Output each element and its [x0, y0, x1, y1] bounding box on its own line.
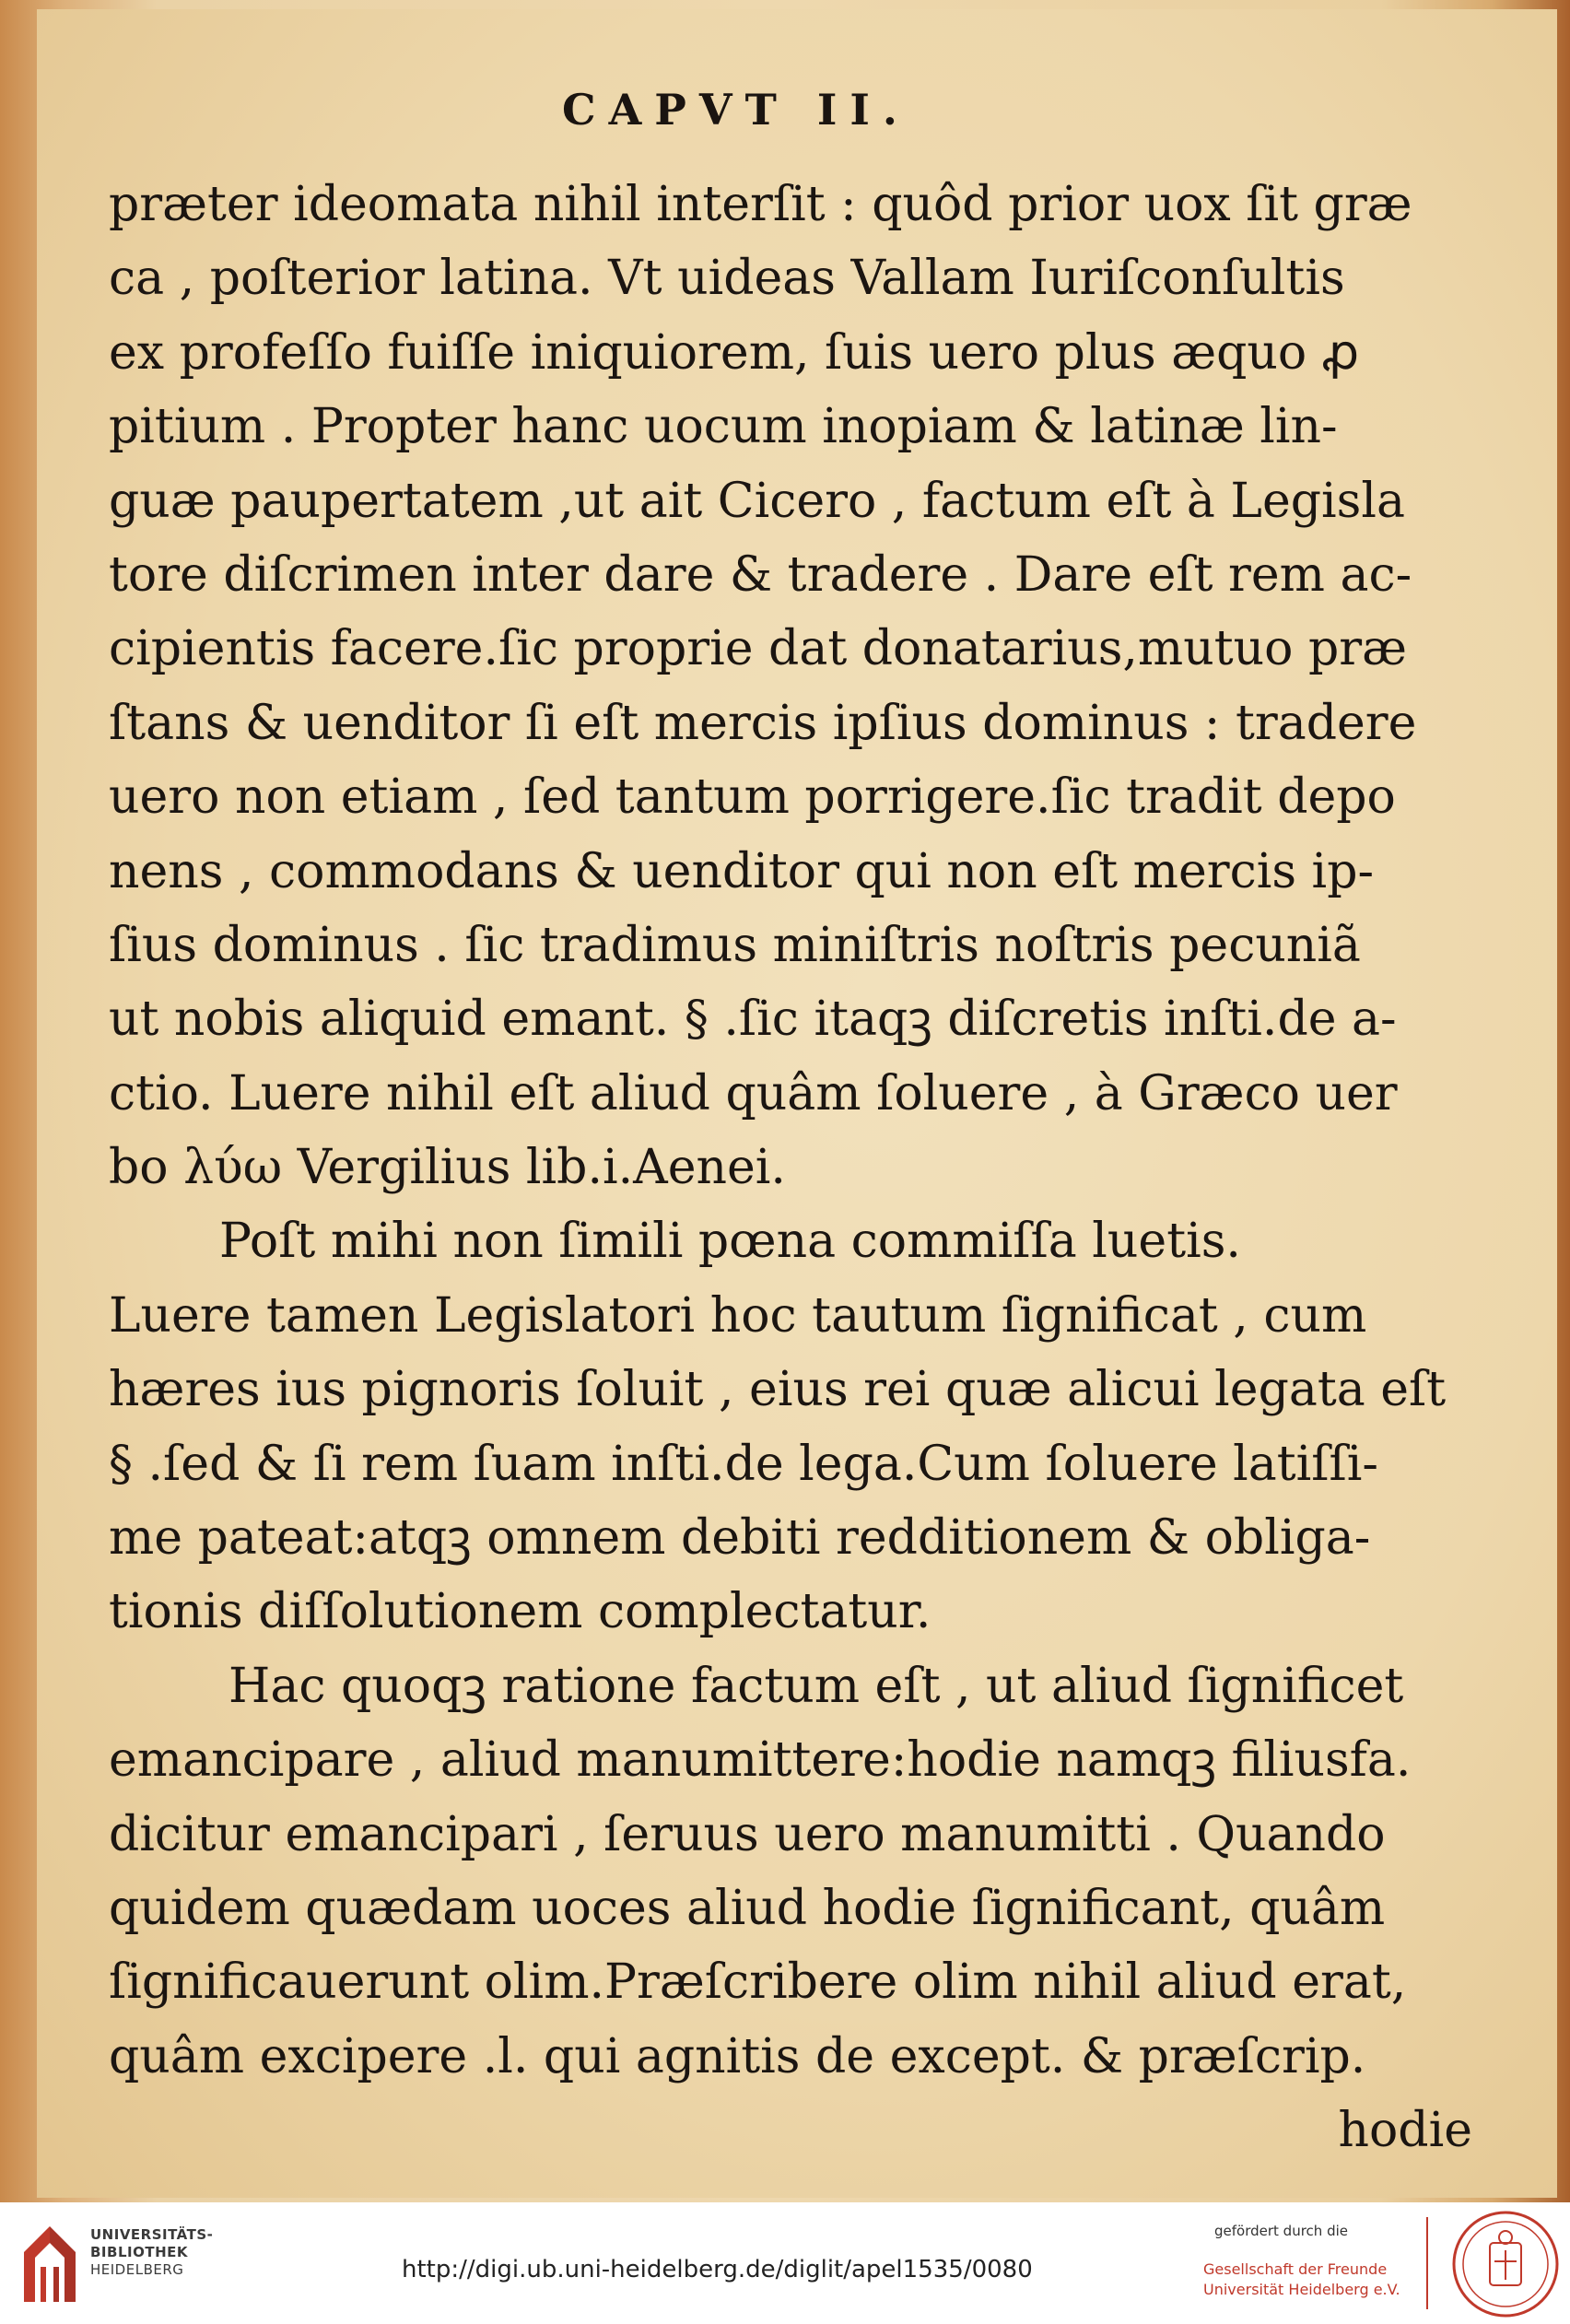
- text-line: ut nobis aliquid emant. § .ſic itaqꝫ diſcretis inſti.de a-: [109, 992, 1397, 1048]
- text-line: ctio. Luere nihil eſt aliud quâm ſoluere , à Græco uer: [109, 1065, 1398, 1121]
- text-line: tore diſcrimen inter dare & tradere . Dare eſt rem ac-: [109, 546, 1412, 603]
- text-line: cipientis facere.ſic proprie dat donatarius,mutuo præ: [109, 621, 1407, 677]
- library-name-line: BIBLIOTHEK: [90, 2244, 188, 2260]
- text-line: nens , commodans & uenditor qui non eſt mercis ip-: [109, 843, 1375, 899]
- permalink-url[interactable]: http://digi.ub.uni-heidelberg.de/diglit/apel1535/0080: [402, 2256, 1033, 2283]
- library-name-line: HEIDELBERG: [90, 2261, 184, 2278]
- text-line: dicitur emancipari , ſeruus uero manumitti . Quando: [109, 1806, 1386, 1862]
- sponsor-name-line: Gesellschaft der Freunde: [1203, 2260, 1388, 2278]
- text-line: quidem quædam uoces aliud hodie ſignificant, quâm: [109, 1880, 1386, 1936]
- text-line: hæres ius pignoris ſoluit , eius rei quæ alicui legata eſt: [109, 1362, 1447, 1418]
- paragraph-start: Hac quoqꝫ ratione factum eſt , ut aliud ſignificet: [228, 1658, 1404, 1714]
- verse-quote: Poſt mihi non ſimili pœna commiſſa luetis.: [219, 1214, 1241, 1270]
- university-seal-icon: [1451, 2210, 1560, 2318]
- catchword: hodie: [1338, 2103, 1472, 2159]
- ub-heidelberg-logo-icon: [17, 2221, 83, 2308]
- page-header: CAPVT II.: [562, 85, 910, 135]
- text-line: quâm excipere .l. qui agnitis de except. & præſcrip.: [109, 2028, 1366, 2084]
- text-line: guæ paupertatem ,ut ait Cicero , factum eſt à Legisla: [109, 473, 1405, 529]
- text-line: ex profeſſo fuiſſe iniquiorem, ſuis uero plus æquo ꝓ: [109, 324, 1359, 381]
- text-line: uero non etiam , ſed tantum porrigere.ſic tradit depo: [109, 769, 1396, 826]
- text-line: emancipare , aliud manumittere:hodie namqꝫ filiusfa.: [109, 1732, 1412, 1789]
- text-line: ſignificauerunt olim.Præſcribere olim nihil aliud erat,: [109, 1954, 1407, 2011]
- text-line: ca , poſterior latina. Vt uideas Vallam Iuriſconſultis: [109, 251, 1345, 307]
- text-line: præter ideomata nihil interſit : quôd prior uox ſit græ: [109, 177, 1412, 232]
- library-name: [90, 2226, 213, 2279]
- sponsor-divider: [1426, 2217, 1428, 2309]
- text-line: pitium . Propter hanc uocum inopiam & latinæ lin-: [109, 399, 1338, 455]
- text-line: bo λύω Vergilius lib.i.Aenei.: [109, 1140, 786, 1196]
- library-name-line: UNIVERSITÄTS-: [90, 2226, 214, 2243]
- footer-bar: [0, 2202, 1570, 2324]
- text-line: Luere tamen Legislatori hoc tautum ſignificat , cum: [109, 1287, 1367, 1344]
- sponsor-name: [1203, 2259, 1400, 2300]
- text-line: me pateat:atqꝫ omnem debiti redditionem & obliga-: [109, 1510, 1371, 1567]
- page-text: [109, 168, 1472, 2159]
- text-line: § .ſed & ſi rem ſuam inſti.de lega.Cum ſoluere latiſſi-: [109, 1436, 1378, 1492]
- text-line: tionis diſſolutionem complectatur.: [109, 1584, 931, 1640]
- sponsor-name-line: Universität Heidelberg e.V.: [1203, 2281, 1400, 2298]
- text-line: ſtans & uenditor ſi eſt mercis ipſius dominus : tradere: [109, 695, 1417, 751]
- sponsor-label: gefördert durch die: [1214, 2223, 1348, 2239]
- text-line: ſius dominus . ſic tradimus miniſtris noſtris pecuniã: [109, 917, 1361, 973]
